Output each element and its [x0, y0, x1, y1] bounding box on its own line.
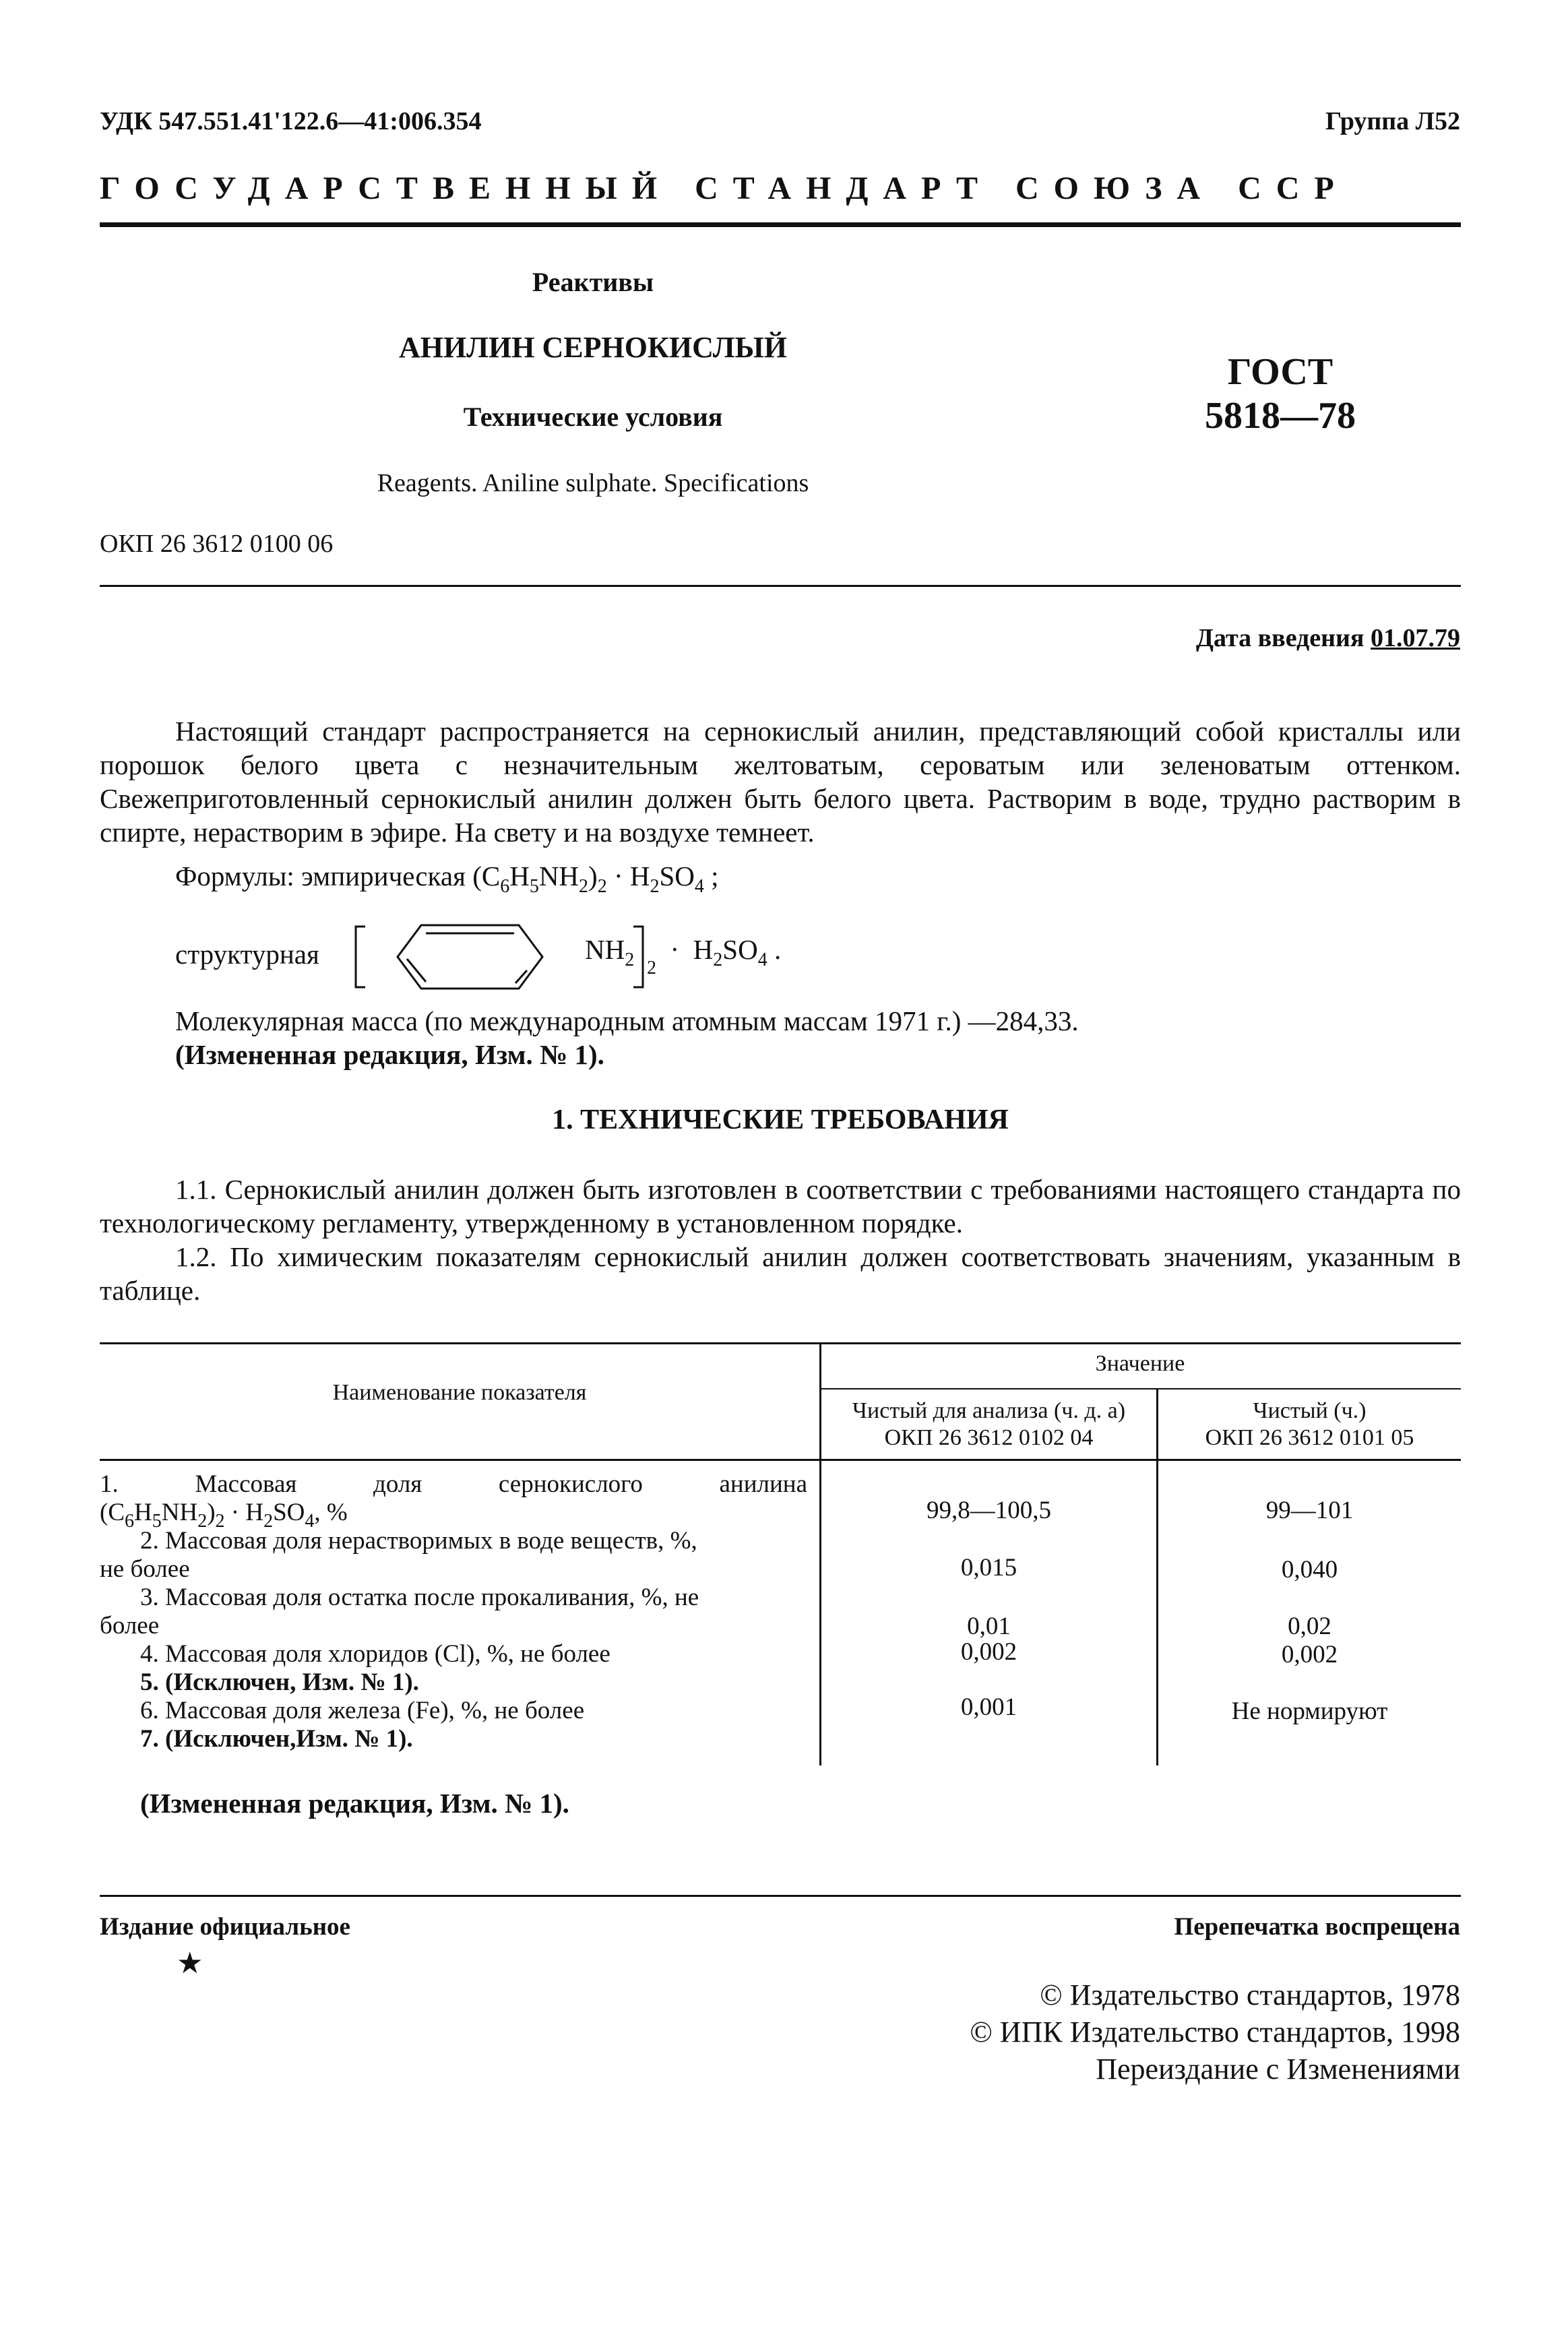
- revision-note-table: (Измененная редакция, Изм. № 1).: [140, 1788, 569, 1819]
- row-1-value-2: 99—101: [1265, 1497, 1354, 1524]
- intro-date: [1196, 623, 1460, 653]
- udk-code: УДК 547.551.41'122.6—41:006.354: [100, 107, 482, 135]
- reissue-note: Переиздание с Изменениями: [1096, 2053, 1460, 2086]
- row-6-value-2: Не нормируют: [1231, 1697, 1388, 1725]
- official-edition: Издание официальное: [100, 1913, 350, 1941]
- english-title: Reagents. Aniline sulphate. Specifications: [377, 469, 809, 497]
- molar-mass: Молекулярная масса (по международным атомным массам 1971 г.) —284,33.: [175, 1005, 1079, 1036]
- grade1-okp: ОКП 26 3612 0102 04: [884, 1425, 1094, 1450]
- copyright-1998: © ИПК Издательство стандартов, 1998: [970, 2015, 1460, 2049]
- intro-paragraph: Настоящий стандарт распространяется на сернокислый анилин, представляющий собой кристаллы или порошок белого цвета с незначительным желтоватым, сероватым или зеленоватым оттенком. Свежеприготовленный сернокислый анилин должен быть белого цвета. Растворим в воде, трудно растворим в спирте, нерастворим в эфире. На свету и на воздухе темнеет.: [100, 716, 1461, 848]
- table-row: [100, 1584, 807, 1640]
- row-1-name: 1. Массовая доля сернокислого анилина: [100, 1470, 807, 1498]
- title-rule: [100, 585, 1461, 587]
- section-heading: 1. ТЕХНИЧЕСКИЕ ТРЕБОВАНИЯ: [552, 1104, 1009, 1135]
- intro-date-label: Дата введения: [1195, 624, 1365, 652]
- okp-code: ОКП 26 3612 0100 06: [100, 530, 334, 558]
- copyright-1978: © Издательство стандартов, 1978: [1040, 1978, 1460, 2011]
- row-2-name-b: не более: [100, 1555, 190, 1583]
- row-3-name-a: 3. Массовая доля остатка после прокаливания, %, не: [140, 1584, 699, 1611]
- intro-date-value: 01.07.79: [1371, 624, 1460, 652]
- row-6-name: 6. Массовая доля железа (Fe), %, не более: [140, 1697, 585, 1724]
- doc-type: Технические условия: [463, 402, 723, 432]
- structural-formula-tail: $_2 \cdot H_2SO_4$ .: [647, 934, 782, 978]
- row-3-value-1: 0,01: [967, 1613, 1011, 1640]
- empirical-formula-line: [175, 859, 719, 897]
- row-2-value-2: 0,040: [1281, 1556, 1338, 1584]
- gost-label: ГОСТ: [1227, 351, 1334, 393]
- row-2-value-1: 0,015: [960, 1554, 1017, 1582]
- structural-formula-text: $NH_2$: [585, 934, 635, 970]
- grade2-name: Чистый (ч.): [1253, 1398, 1367, 1423]
- row-4-value-1: 0,002: [960, 1638, 1017, 1666]
- row-2-name-a: 2. Массовая доля нерастворимых в воде веществ, %,: [140, 1527, 697, 1555]
- row-7-name: 7. (Исключен,Изм. № 1).: [140, 1725, 413, 1753]
- row-1-formula: $(C_6H_5NH_2)_2 \cdot H_2SO_4$, %: [100, 1499, 348, 1532]
- category-title: Реактивы: [532, 267, 654, 297]
- product-title: АНИЛИН СЕРНОКИСЛЫЙ: [399, 331, 787, 364]
- structural-label: структурная: [175, 939, 319, 970]
- table-top-rule: [100, 1342, 1461, 1344]
- footer-rule: [100, 1895, 1461, 1897]
- row-4-value-2: 0,002: [1281, 1641, 1338, 1668]
- formula-label: Формулы: эмпирическая: [175, 861, 466, 892]
- table-value-subrule: [819, 1388, 1461, 1389]
- table-header-rule: [100, 1459, 1461, 1461]
- group-code: Группа Л52: [1325, 107, 1460, 135]
- table-row: [100, 1470, 807, 1532]
- col-value-header: Значение: [1095, 1351, 1185, 1376]
- empirical-formula: $(C_6H_5NH_2)_2 \cdot H_2SO_4$ ;: [472, 861, 719, 897]
- clause-1-2: 1.2. По химическим показателям сернокислый анилин должен соответствовать значениям, указанным в таблице.: [100, 1241, 1461, 1306]
- council-title: ГОСУДАРСТВЕННЫЙ СТАНДАРТ СОЮЗА ССР: [100, 170, 1349, 206]
- row-6-value-1: 0,001: [960, 1693, 1017, 1721]
- table-row: [100, 1527, 807, 1584]
- col-name-header: Наименование показателя: [332, 1380, 587, 1405]
- header-rule: [100, 222, 1461, 227]
- grade1-name: Чистый для анализа (ч. д. а): [852, 1398, 1126, 1423]
- row-1-value-1: 99,8—100,5: [927, 1497, 1051, 1524]
- reprint-notice: Перепечатка воспрещена: [1174, 1913, 1460, 1941]
- clause-1-1: 1.1. Сернокислый анилин должен быть изготовлен в соответствии с требованиями настоящего стандарта по технологическому регламенту, утвержденному в установленном порядке.: [100, 1174, 1461, 1239]
- row-3-value-2: 0,02: [1288, 1613, 1331, 1640]
- row-4-name: 4. Массовая доля хлоридов (Cl), %, не более: [140, 1640, 610, 1668]
- revision-note-intro: (Измененная редакция, Изм. № 1).: [175, 1039, 604, 1070]
- gost-number: 5818—78: [1205, 395, 1356, 437]
- row-5-name: 5. (Исключен, Изм. № 1).: [140, 1668, 419, 1696]
- star-icon: ★: [177, 1947, 203, 1980]
- grade2-okp: ОКП 26 3612 0101 05: [1205, 1425, 1414, 1450]
- row-3-name-b: более: [100, 1612, 160, 1639]
